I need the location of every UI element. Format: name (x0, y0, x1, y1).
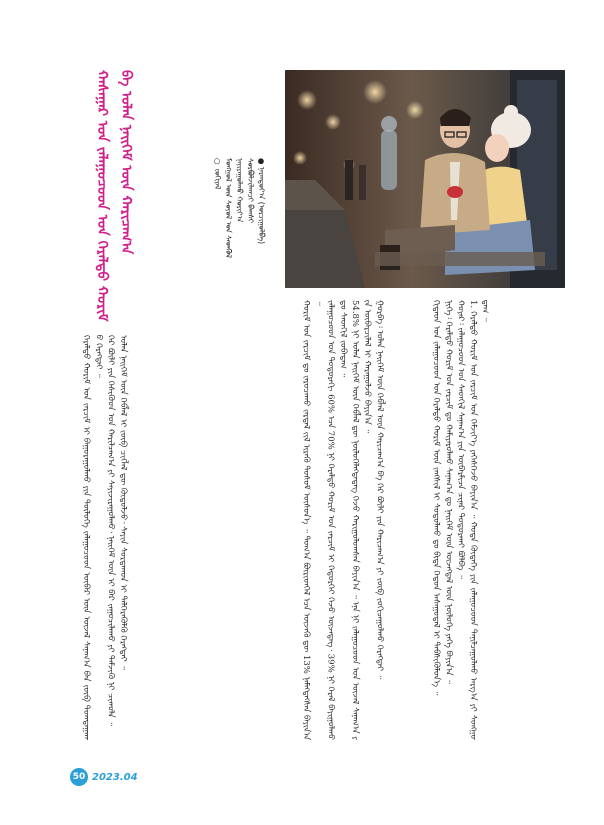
page-folio (70, 768, 138, 786)
body-text-middle (300, 300, 420, 740)
paragraph: ᠬᠢᠲᠠᠳ ᠤᠨ ᠵᠠᠯᠠᠭᠤᠴᠤᠳ ᠤᠨ ᠭᠡᠷᠡᠯᠲᠦ ᠬᠤᠷᠢᠮ ᠦᠨ ᠵᠠᠩᠱᠢᠯ ᠢ ᠰᠤᠳᠤᠯᠬᠤ ᠳᠤ ᠪᠢᠳᠡ ᠬᠡᠳᠦᠨ ᠠᠰᠠᠭᠤᠳᠠᠯ ᠢ ᠳᠡᠪᠰᠢᠭᠦᠯᠦᠨ᠎ᠡ ᠃ (431, 300, 442, 696)
issue-number: 2023.04 (92, 771, 138, 783)
byline-line-2: ᠨᠠᠶᠢᠷᠠᠭᠤᠯᠬᠤ ᠬᠣᠷᠢᠶ᠎ᠠ (235, 158, 244, 223)
photo-illustration (285, 70, 565, 288)
byline-line-3: ᠰᠤᠷᠪᠤᠯᠵᠢᠯᠠᠭᠴᠢ ᠪᠠᠭᠰᠢ (246, 158, 255, 224)
paragraph: ᠣᠯᠠᠨ ᠨᠡᠢᠭᠡᠮ ᠦᠨ ᠬᠡᠪᠯᠡᠯ ᠢ ᠵᠥᠪ ᠴᠢᠭᠯᠡᠯ ᠳᠦ ᠬᠥᠲᠦᠯᠵᠦ᠂ ᠰᠠᠶᠢᠨ ᠰᠤᠷᠲᠠᠬᠤᠨ ᠢ ᠳᠡᠯᠭᠡᠷᠡᠭᠦᠯᠬᠦ ᠬᠡᠷᠡᠭᠲᠡᠢ ᠃ (117, 335, 128, 670)
paragraph: ᠭᠡᠷ ᠪᠦᠯᠢ ᠶᠢᠨ ᠭᠡᠰᠢᠭᠦᠳ ᠤᠨ ᠬᠠᠷᠢᠯᠴᠠᠭ᠎ᠠ ᠶᠢ ᠰᠠᠶᠢᠵᠢᠷᠠᠭᠤᠯᠬᠤ᠂ ᠨᠡᠢᠭᠡᠮ ᠦᠨ ᠡᠶ ᠪᠠᠷ ᠵᠠᠭᠤᠴᠢᠯᠠᠬᠤ ᠶᠢ ᠳᠡᠮᠵᠢᠬᠦ ᠨᠢ ᠴᠢᠬᠤᠯᠠ ᠃ (105, 335, 116, 726)
article-headline (90, 70, 208, 325)
paragraph: 54.8% ᠨᠢ ᠣᠯᠠᠨ ᠨᠡᠢᠭᠡᠮ ᠦᠨ ᠬᠡᠪᠯᠡᠯ ᠳᠦ ᠨᠥᠯᠦᠭᠡᠯᠡᠭᠳᠡᠳᠡᠭ ᠭᠡᠵᠦ ᠬᠠᠷᠢᠭᠤᠯᠤᠭᠰᠠᠨ ᠪᠠᠶᠢᠨ᠎ᠠ ᠃ ᠡᠨᠡ ᠨᠢ ᠵᠠᠯᠠᠭᠤᠴᠤᠳ ᠤᠨ ᠦᠵᠡᠯ ᠰᠠᠨᠠᠭ᠎ᠠ ᠶᠢᠨ ᠥᠪᠡᠷᠴᠢᠯᠡᠯ ᠢ ᠬᠠᠷᠠᠭᠤᠯᠵᠤ ᠪᠠᠶᠢᠨ᠎ᠠ ᠃ (350, 300, 373, 740)
headline-line-1: ᠬᠠᠰᠠᠭᠠᠷ ᠤᠨ ᠵᠠᠯᠠᠭᠤᠴᠤᠳ ᠤᠨ ᠭᠡᠷᠡᠯᠲᠦ ᠬᠤᠷᠢᠮ (94, 70, 110, 322)
byline-author: ● ᠨᠠᠷᠠᠨᠲᠤᠶ᠎ᠠ (ᠣᠷᠴᠢᠭᠤᠯᠪᠠ) (257, 158, 266, 245)
byline (212, 158, 280, 308)
paragraph: ᠨᠢᠭᠡ᠄ ᠭᠡᠷᠡᠯᠲᠦ ᠬᠤᠷᠢᠮ ᠤᠨ ᠵᠠᠷᠴᠢᠮ ᠳᠤ ᠬᠠᠮᠢᠶᠠᠷᠤᠯᠬᠤ ᠰᠠᠨᠠᠭ᠎ᠠ ᠳᠤ ᠨᠡᠢᠭᠡᠮ ᠦᠨ ᠦᠵᠡᠭᠳᠡᠯ ᠦᠨ ᠨᠦᠯᠦᠭᠡ ᠶᠡᠬᠡ ᠪᠠᠶᠢᠨ᠎ᠠ ᠃ (443, 300, 454, 684)
paragraph: ᠵᠠᠯᠠᠭᠤᠴᠤᠳ ᠤᠨ ᠳᠣᠲᠣᠷᠠᠬᠢ 60% ᠡᠴᠡ 70% ᠨᠢ ᠭᠡᠷᠡᠯᠲᠦ ᠬᠤᠷᠢᠮ ᠤᠨ ᠵᠠᠷᠴᠢᠮ ᠢ ᠬᠡᠲᠦᠷᠬᠡᠢ ᠭᠡᠵᠦ ᠦᠵᠡᠳᠡᠭ᠂ 39% ᠨᠢ ᠭᠡᠷᠡᠯ ᠪᠠᠶᠢᠭᠤᠯᠬᠤ ᠳᠤ ᠰᠡᠳᠬᠢᠯ ᠵᠣᠪᠠᠳᠠᠭ ᠃ (325, 300, 348, 740)
paragraph: ᠭᠡᠷᠡᠯᠲᠦ ᠬᠤᠷᠢᠮ ᠤᠨ ᠵᠠᠷᠴᠢᠮ ᠢ ᠪᠠᠭᠤᠷᠠᠭᠤᠯᠬᠤ ᠶᠢᠨ ᠲᠥᠯᠥᠭᠡ ᠵᠠᠯᠠᠭᠤᠴᠤᠳ ᠥᠪᠡᠷ ᠦᠨ ᠦᠵᠡᠯ ᠰᠠᠨᠠᠭ᠎ᠠ ᠪᠠᠨ ᠵᠥᠪ ᠲᠣᠭᠲᠠᠭᠠᠬᠤ ᠬᠡᠷᠡᠭᠲᠡᠢ ᠃ (81, 335, 104, 740)
byline-line-1: ᠮᠣᠩᠭᠣᠯ ᠦᠨ ᠰᠣᠶᠣᠯ ᠤᠨ ᠰᠡᠳᠭᠦᠯ (224, 158, 233, 258)
paragraph: 1. ᠭᠡᠷᠡᠯᠲᠦ ᠬᠤᠷᠢᠮ ᠤᠨ ᠵᠠᠷᠴᠢᠮ ᠤᠨ ᠬᠡᠮᠵᠢᠶ᠎ᠡ ᠶᠡᠬᠡᠰᠬᠡᠵᠦ ᠪᠠᠶᠢᠨ᠎ᠠ ᠃ ᠬᠣᠲᠠ ᠬᠦᠳᠡᠭᠡ ᠶᠢᠨ ᠵᠠᠯᠠᠭᠤᠴᠤᠳ ᠲᠠᠨᠢᠯᠴᠠᠭᠤᠯᠬᠤ ᠠᠷᠭ᠎ᠠ ᠶᠢ ᠰᠣᠩᠭᠣᠳᠠᠭ ᠃ (467, 300, 491, 740)
body-text-right (430, 300, 555, 740)
page-number: 50 (70, 768, 88, 786)
paragraph: ᠭᠤᠷᠪᠠ᠄ ᠣᠯᠠᠨ ᠨᠡᠢᠭᠡᠮ ᠦᠨ ᠬᠡᠪᠯᠡᠯ ᠦᠨ ᠬᠠᠷᠢᠴᠠᠭ᠎ᠠ ᠪᠠ ᠭᠡᠷ ᠪᠦᠯᠢ ᠶᠢᠨ ᠬᠠᠷᠢᠴᠠᠭ᠎ᠠ ᠶᠢ ᠵᠥᠪ ᠵᠣᠬᠢᠴᠠᠭᠤᠯᠬᠤ ᠬᠡᠷᠡᠭᠲᠡᠢ ᠃ (374, 300, 385, 680)
couple-photo (285, 70, 565, 288)
paragraph: ᠬᠤᠷᠢᠮ ᠤᠨ ᠵᠠᠷᠴᠢᠮ ᠳᠤ ᠵᠠᠷᠤᠴᠠᠬᠤ ᠵᠠᠷᠳᠠᠯ ᠵᠢᠯ ᠢᠷᠡᠬᠦ ᠲᠤᠰᠤᠮ ᠥᠰᠦᠨ᠎ᠡ ᠃ ᠲᠣᠭ᠎ᠠ ᠪᠦᠷᠢᠳᠭᠡᠯ ᠡᠴᠡ ᠦᠵᠡᠬᠦ ᠳᠦ 13% ᠨᠡᠮᠡᠭᠳᠡᠭᠰᠡᠨ ᠪᠠᠶᠢᠨ᠎ᠠ ᠃ (301, 300, 324, 740)
paragraph: ᠬᠣᠶᠠᠷ᠄ ᠵᠠᠯᠠᠭᠤᠴᠤᠳ ᠤᠨ ᠰᠡᠳᠭᠢᠯ ᠰᠠᠨᠠᠭ᠎ᠠ ᠶᠢᠨ ᠥᠪᠡᠷᠮᠢᠴᠡ ᠴᠢᠨᠠᠷ ᠲᠣᠳᠣᠷᠬᠠᠶ ᠪᠣᠯᠪᠠ ᠃ (455, 300, 466, 579)
byline-label: ○ᠵᠣᠬᠢᠶᠠᠯ (213, 158, 222, 190)
headline-line-2: ᠪᠠ ᠣᠯᠠᠨ ᠨᠡᠢᠭᠡᠮ ᠦᠨ ᠬᠠᠷᠢᠴᠠᠭ᠎ᠠ (118, 70, 134, 255)
body-text-left (80, 335, 285, 740)
